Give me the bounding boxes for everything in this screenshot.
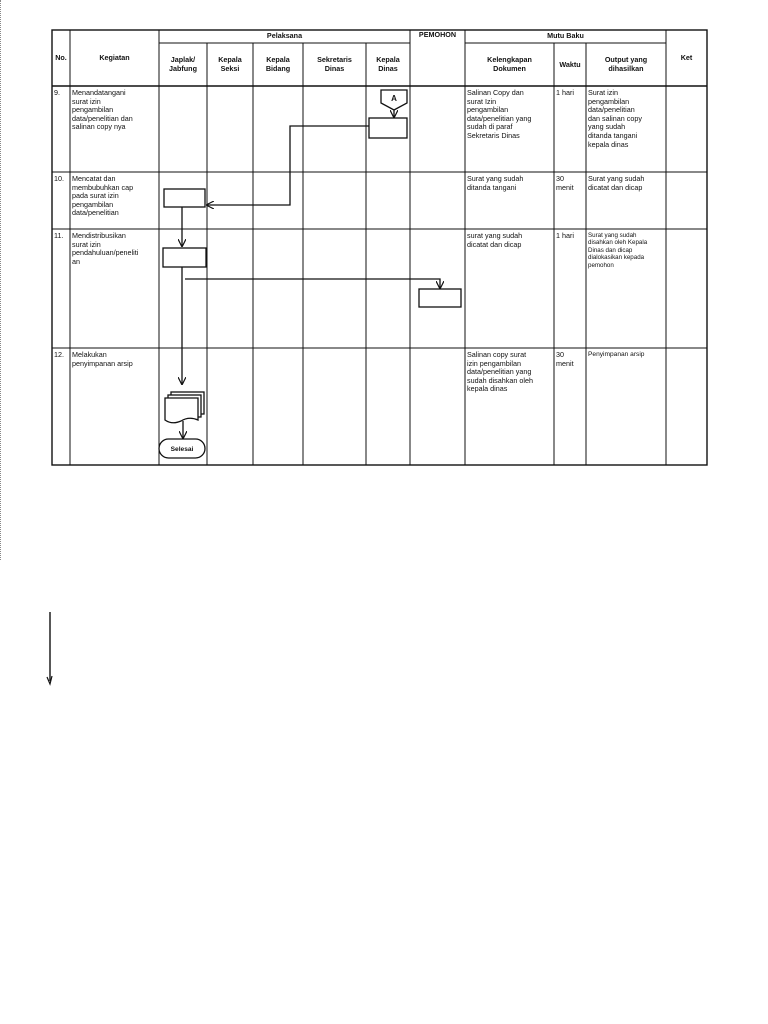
header-kegiatan: Kegiatan xyxy=(99,52,130,62)
header-kepala-seksi: Kepala Seksi xyxy=(218,55,242,73)
row-no: 12. xyxy=(54,350,64,359)
header-output: Output yang dihasilkan xyxy=(604,55,648,73)
process-box-row9 xyxy=(369,118,407,138)
process-box-row10 xyxy=(164,189,205,207)
header-kepala-bidang: Kepala Bidang xyxy=(265,55,291,73)
terminator-label: Selesai xyxy=(170,446,194,453)
row-waktu: 30 menit xyxy=(556,174,574,192)
header-pelaksana: Pelaksana xyxy=(266,31,303,41)
archive-document-shape xyxy=(165,398,198,423)
header-no: No. xyxy=(55,52,67,62)
offpage-connector-label: A xyxy=(391,94,397,103)
row-kegiatan: Melakukan penyimpanan arsip xyxy=(72,350,133,368)
row-output: Surat yang sudah dicatat dan dicap xyxy=(588,174,645,192)
row-output: Surat izin pengambilan data/penelitian dan salinan copy yang sudah ditanda tangani kepala dinas xyxy=(588,88,642,149)
header-kepala-dinas: Kepala Dinas xyxy=(376,55,400,73)
row-output: Surat yang sudah disahkan oleh Kepala Dinas dan dicap dialokasikan kepada pemohon xyxy=(588,232,648,269)
row-no: 10. xyxy=(54,174,64,183)
row-output: Penyimpanan arsip xyxy=(588,351,645,358)
row-waktu: 1 hari xyxy=(556,88,574,97)
header-sekretaris-dinas: Sekretaris Dinas xyxy=(317,55,352,73)
header-kelengkapan: Kelengkapan Dokumen xyxy=(487,55,532,73)
process-box-pemohon xyxy=(419,289,461,307)
row-kelengkapan: Salinan Copy dan surat Izin pengambilan data/penelitian yang sudah di paraf Sekretaris Dinas xyxy=(467,88,532,140)
process-box-row11 xyxy=(163,248,206,267)
row-waktu: 30 menit xyxy=(556,350,574,368)
header-ket: Ket xyxy=(680,52,693,62)
row-kelengkapan: Salinan copy surat izin pengambilan data/penelitian yang sudah disahkan oleh kepala dinas xyxy=(467,350,533,394)
row-kegiatan: Mendistribusikan surat izin pendahuluan/peneliti an xyxy=(72,231,139,266)
row-no: 11. xyxy=(54,231,64,240)
row-kelengkapan: surat yang sudah dicatat dan dicap xyxy=(467,231,523,249)
row-kegiatan: Menandatangani surat izin pengambilan data/penelitian dan salinan copy nya xyxy=(72,88,133,132)
row-kelengkapan: Surat yang sudah ditanda tangani xyxy=(467,174,524,192)
row-no: 9. xyxy=(54,88,60,97)
header-pemohon: PEMOHON xyxy=(418,30,457,39)
row-waktu: 1 hari xyxy=(556,231,574,240)
header-waktu: Waktu xyxy=(559,59,581,69)
header-mutu-baku: Mutu Baku xyxy=(547,31,584,41)
row-kegiatan: Mencatat dan membubuhkan cap pada surat izin pengambilan data/penelitian xyxy=(72,174,134,218)
header-japlak: Japlak/ Jabfung xyxy=(169,55,197,73)
